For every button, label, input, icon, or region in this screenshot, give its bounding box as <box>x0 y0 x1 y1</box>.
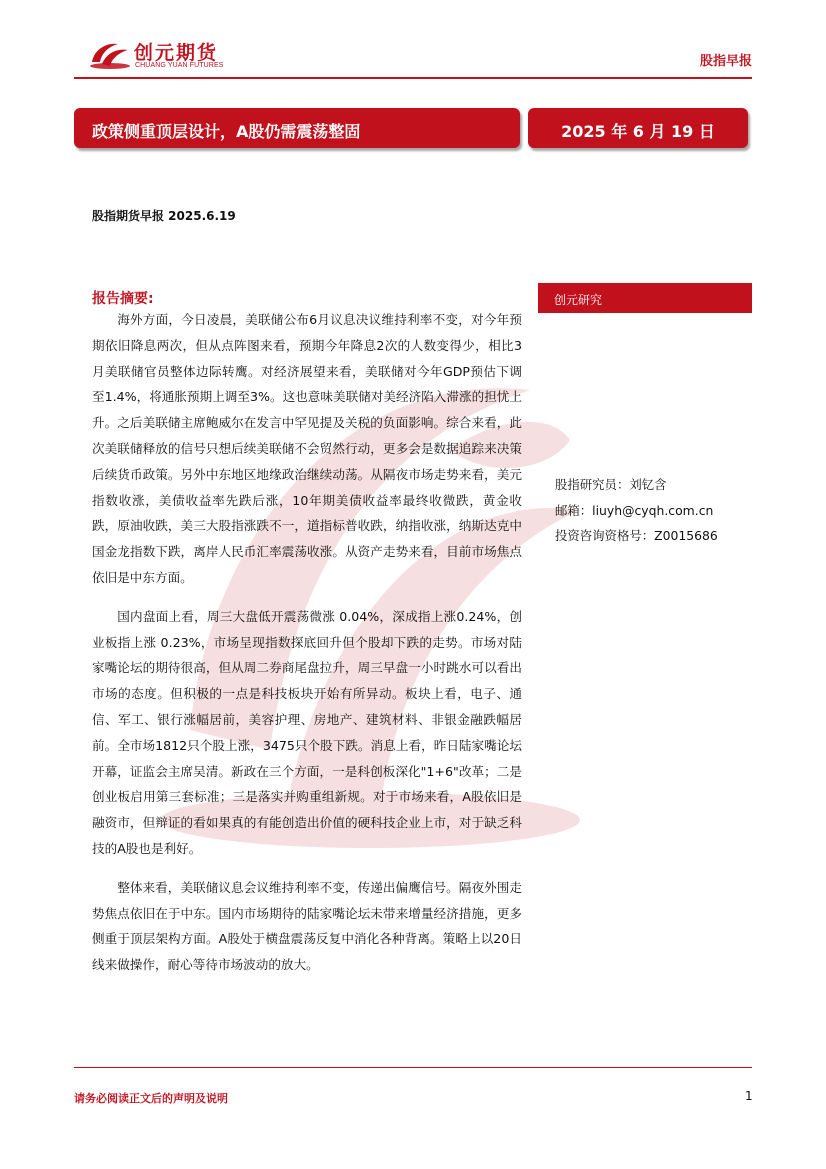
analyst-email: 邮箱：liuyh@cyqh.com.cn <box>555 502 714 518</box>
report-category: 股指早报 <box>699 54 752 69</box>
summary-heading: 报告摘要: <box>92 291 154 307</box>
analyst-license: 投资咨询资格号：Z0015686 <box>555 528 718 543</box>
footer-divider <box>74 1067 752 1068</box>
summary-paragraph: 国内盘面上看，周三大盘低开震荡微涨 0.04%，深成指上涨0.24%，创业板指上涨 0.23%，市场呈现指数探底回升但个股却下跌的走势。市场对陆家嘴论坛的期待很高，但从周二券商尾盘拉升，周三早盘一小时跳水可以看出市场的态度。但积极的一点是科技板块开始有所异动。板块上看，电子、通信、军工、银行涨幅居前，美容护理、房地产、建筑材料、非银金融跌幅居前。全市场1812只个股上涨，3475只个股下跌。消息上看，昨日陆家嘴论坛开幕，证监会主席吴清。新政在三个方面，一是科创板深化"1+6"改革；二是创业板启用第三套标准；三是落实并购重组新规。对于市场来看，A股依旧是融资市，但辩证的看如果真的有能创造出价值的硬科技企业上市，对于缺乏科技的A股也是利好。 <box>92 608 522 856</box>
summary-paragraph: 海外方面，今日凌晨，美联储公布6月议息决议维持利率不变，对今年预期依旧降息两次，但从点阵图来看，预期今年降息2次的人数变得少，相比3月美联储官员整体边际转鹰。对经济展望来看，美联储对今年GDP预估下调至1.4%，将通胀预期上调至3%。这也意味美联储对美经济陷入滞涨的担忧上升。之后美联储主席鲍威尔在发言中罕见提及关税的负面影响。综合来看，此次美联储释放的信号只想后续美联储不会贸然行动，更多会是数据追踪来决策后续货币政策。另外中东地区地缘政治继续动荡。从隔夜市场走势来看，美元指数收涨，美债收益率先跌后涨，10年期美债收益率最终收微跌，黄金收跌，原油收跌，美三大股指涨跌不一，道指标普收跌，纳指收涨，纳斯达克中国金龙指数下跌，离岸人民币汇率震荡收涨。从资产走势来看，目前市场焦点依旧是中东方面。 <box>92 312 522 585</box>
page-number: 1 <box>745 1089 753 1103</box>
sidebar-research-box <box>538 283 752 313</box>
logo-subtext: CHUANG YUAN FUTURES <box>135 62 224 69</box>
sidebar-box-label: 创元研究 <box>554 293 603 307</box>
analyst-info <box>555 472 718 549</box>
analyst-name: 股指研究员：刘钇含 <box>555 477 667 492</box>
date-banner <box>528 108 748 148</box>
logo-mark-icon <box>88 40 132 70</box>
title-banner <box>74 108 520 148</box>
report-title: 政策侧重顶层设计，A股仍需震荡整固 <box>92 122 361 141</box>
report-subtitle: 股指期货早报 2025.6.19 <box>92 209 236 223</box>
header-divider <box>74 77 752 79</box>
summary-paragraph: 整体来看，美联储议息会议维持利率不变，传递出偏鹰信号。隔夜外围走势焦点依旧在于中东。国内市场期待的陆家嘴论坛未带来增量经济措施，更多侧重于顶层架构方面。A股处于横盘震荡反复中消化各种背离。策略上以20日线来做操作，耐心等待市场波动的放大。 <box>92 879 522 973</box>
report-date: 2025 年 6 月 19 日 <box>561 122 715 141</box>
footer-disclaimer: 请务必阅读正文后的声明及说明 <box>74 1092 228 1105</box>
logo-text: 创元期货 <box>134 42 219 64</box>
summary-body <box>92 307 522 991</box>
company-logo <box>88 38 248 74</box>
